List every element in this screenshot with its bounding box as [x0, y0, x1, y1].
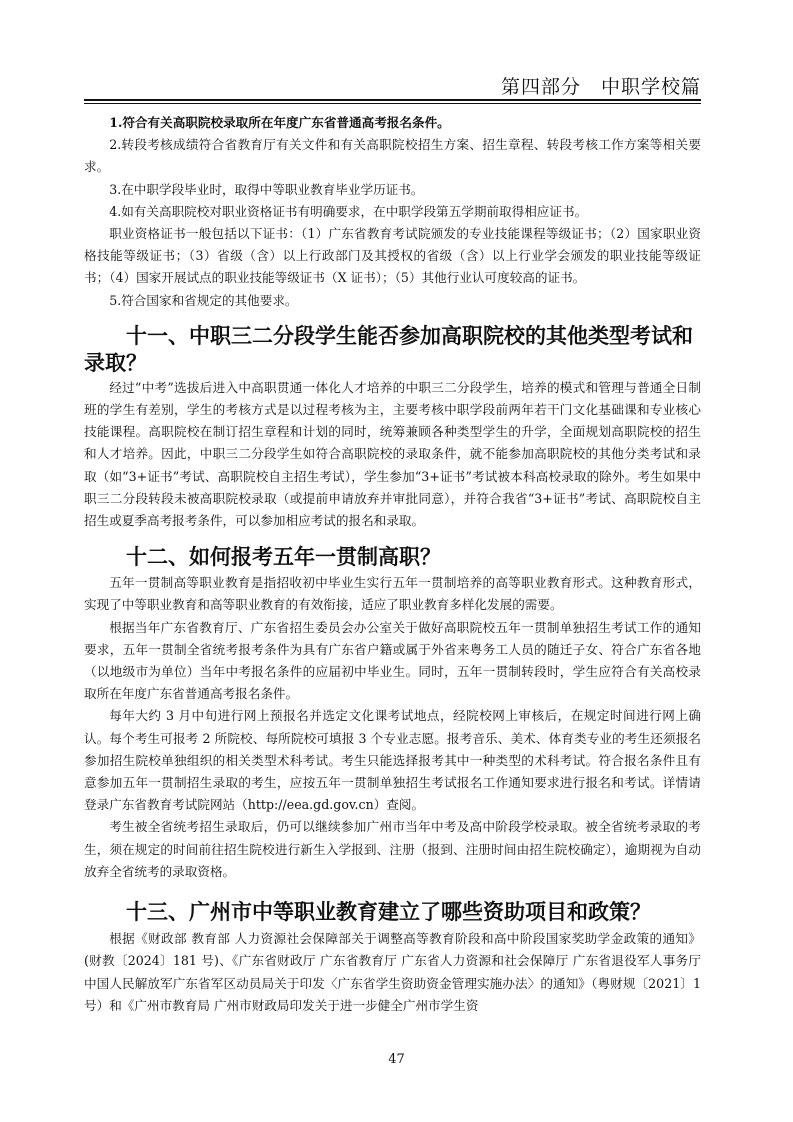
- section-12-paragraph-1: 五年一贯制高等职业教育是指招收初中毕业生实行五年一贯制培养的高等职业教育形式。这种教育形式，实现了中等职业教育和高等职业教育的有效衔接，适应了职业教育多样化发展的需要。: [84, 575, 701, 613]
- header-rule-thin: [84, 103, 701, 104]
- condition-4: 4.如有关高职院校对职业资格证书有明确要求，在中职学段第五学期前取得相应证书。: [109, 203, 588, 219]
- condition-5: 5.符合国家和省规定的其他要求。: [109, 292, 298, 308]
- header-rule: [84, 99, 701, 101]
- condition-3: 3.在中职学段毕业时，取得中等职业教育毕业学历证书。: [109, 181, 424, 197]
- page-number: 47: [388, 1052, 405, 1067]
- section-13-heading: 十三、广州市中等职业教育建立了哪些资助项目和政策？: [126, 900, 651, 925]
- page-content: [84, 112, 701, 1032]
- section-12-paragraph-4: 考生被全省统考招生录取后，仍可以继续参加广州市当年中考及高中阶段学校录取。被全省统考录取的考生，须在规定的时间前往招生院校进行新生入学报到、注册（报到、注册时间由招生院校确定），逾期视为自动放弃全省统考的录取资格。: [84, 819, 701, 879]
- section-13-paragraph: 根据《财政部 教育部 人力资源社会保障部关于调整高等教育阶段和高中阶段国家奖助学金政策的通知》(财教〔2024〕181 号)、《广东省财政厅 广东省教育厅 广东省人力资源和社会保障厅 广东省退役军人事务厅 中国人民解放军广东省军区动员局关于印发〈广东省学生资助资金管理实施办法〉的通知》（粤财规〔2021〕1 号）和《广州市教育局 广州市财政局印发关于进一步健全广州市学生资: [84, 931, 701, 1013]
- condition-2: 2.转段考核成绩符合省教育厅有关文件和有关高职院校招生方案、招生章程、转段考核工作方案等相关要求。: [84, 137, 701, 175]
- section-header-title: 第四部分 中职学校篇: [500, 76, 701, 98]
- section-11-heading: 十一、中职三二分段学生能否参加高职院校的其他类型考试和录取？: [84, 323, 693, 375]
- section-12-paragraph-3: 每年大约 3 月中旬进行网上预报名并选定文化课考试地点，经院校网上审核后，在规定时间进行网上确认。每个考生可报考 2 所院校、每所院校可填报 3 个专业志愿。报考音乐、美术、体育类专业的考生还须报名参加招生院校单独组织的相关类型术科考试。考生只能选择报考其中一种类型的术科考试。符合报名条件且有意参加五年一贯制招生录取的考生，应按五年一贯制单独招生考试报名工作通知要求进行报名和考试。详情请登录广东省教育考试院网站（http://eea.gd.gov.cn）查阅。: [84, 708, 701, 813]
- condition-1: 1.符合有关高职院校录取所在年度广东省普通高考报名条件。: [109, 115, 450, 130]
- section-12-heading: 十二、如何报考五年一贯制高职？: [126, 545, 441, 570]
- certificate-types-paragraph: 职业资格证书一般包括以下证书：（1）广东省教育考试院颁发的专业技能课程等级证书；（2）国家职业资格技能等级证书；（3）省级（含）以上行政部门及其授权的省级（含）以上行业学会颁发的职业技能等级证书；（4）国家开展试点的职业技能等级证书（X 证书）；（5）其他行业认可度较高的证书。: [84, 226, 701, 286]
- section-11-paragraph: 经过“中考”选拔后进入中高职贯通一体化人才培养的中职三二分段学生，培养的模式和管理与普通全日制班的学生有差别，学生的考核方式是以过程考核为主，主要考核中职学段前两年若干门文化基础课和专业核心技能课程。高职院校在制订招生章程和计划的同时，统筹兼顾各种类型学生的升学，全面规划高职院校的招生和人才培养。因此，中职三二分段学生如符合高职院校的录取条件，就不能参加高职院校的其他分类考试和录取（如“3+证书”考试、高职院校自主招生考试），学生参加“3+证书”考试被本科高校录取的除外。考生如果中职三二分段转段未被高职院校录取（或提前申请放弃并审批同意），并符合我省“3+证书”考试、高职院校自主招生或夏季高考报考条件，可以参加相应考试的报名和录取。: [84, 379, 701, 529]
- section-12-paragraph-2: 根据当年广东省教育厅、广东省招生委员会办公室关于做好高职院校五年一贯制单独招生考试工作的通知要求，五年一贯制全省统考报考条件为具有广东省户籍或属于外省来粤务工人员的随迁子女、符合广东省各地（以地级市为单位）当年中考报名条件的应届初中毕业生。同时，五年一贯制转段时，学生应符合有关高校录取所在年度广东省普通高考报名条件。: [84, 619, 701, 702]
